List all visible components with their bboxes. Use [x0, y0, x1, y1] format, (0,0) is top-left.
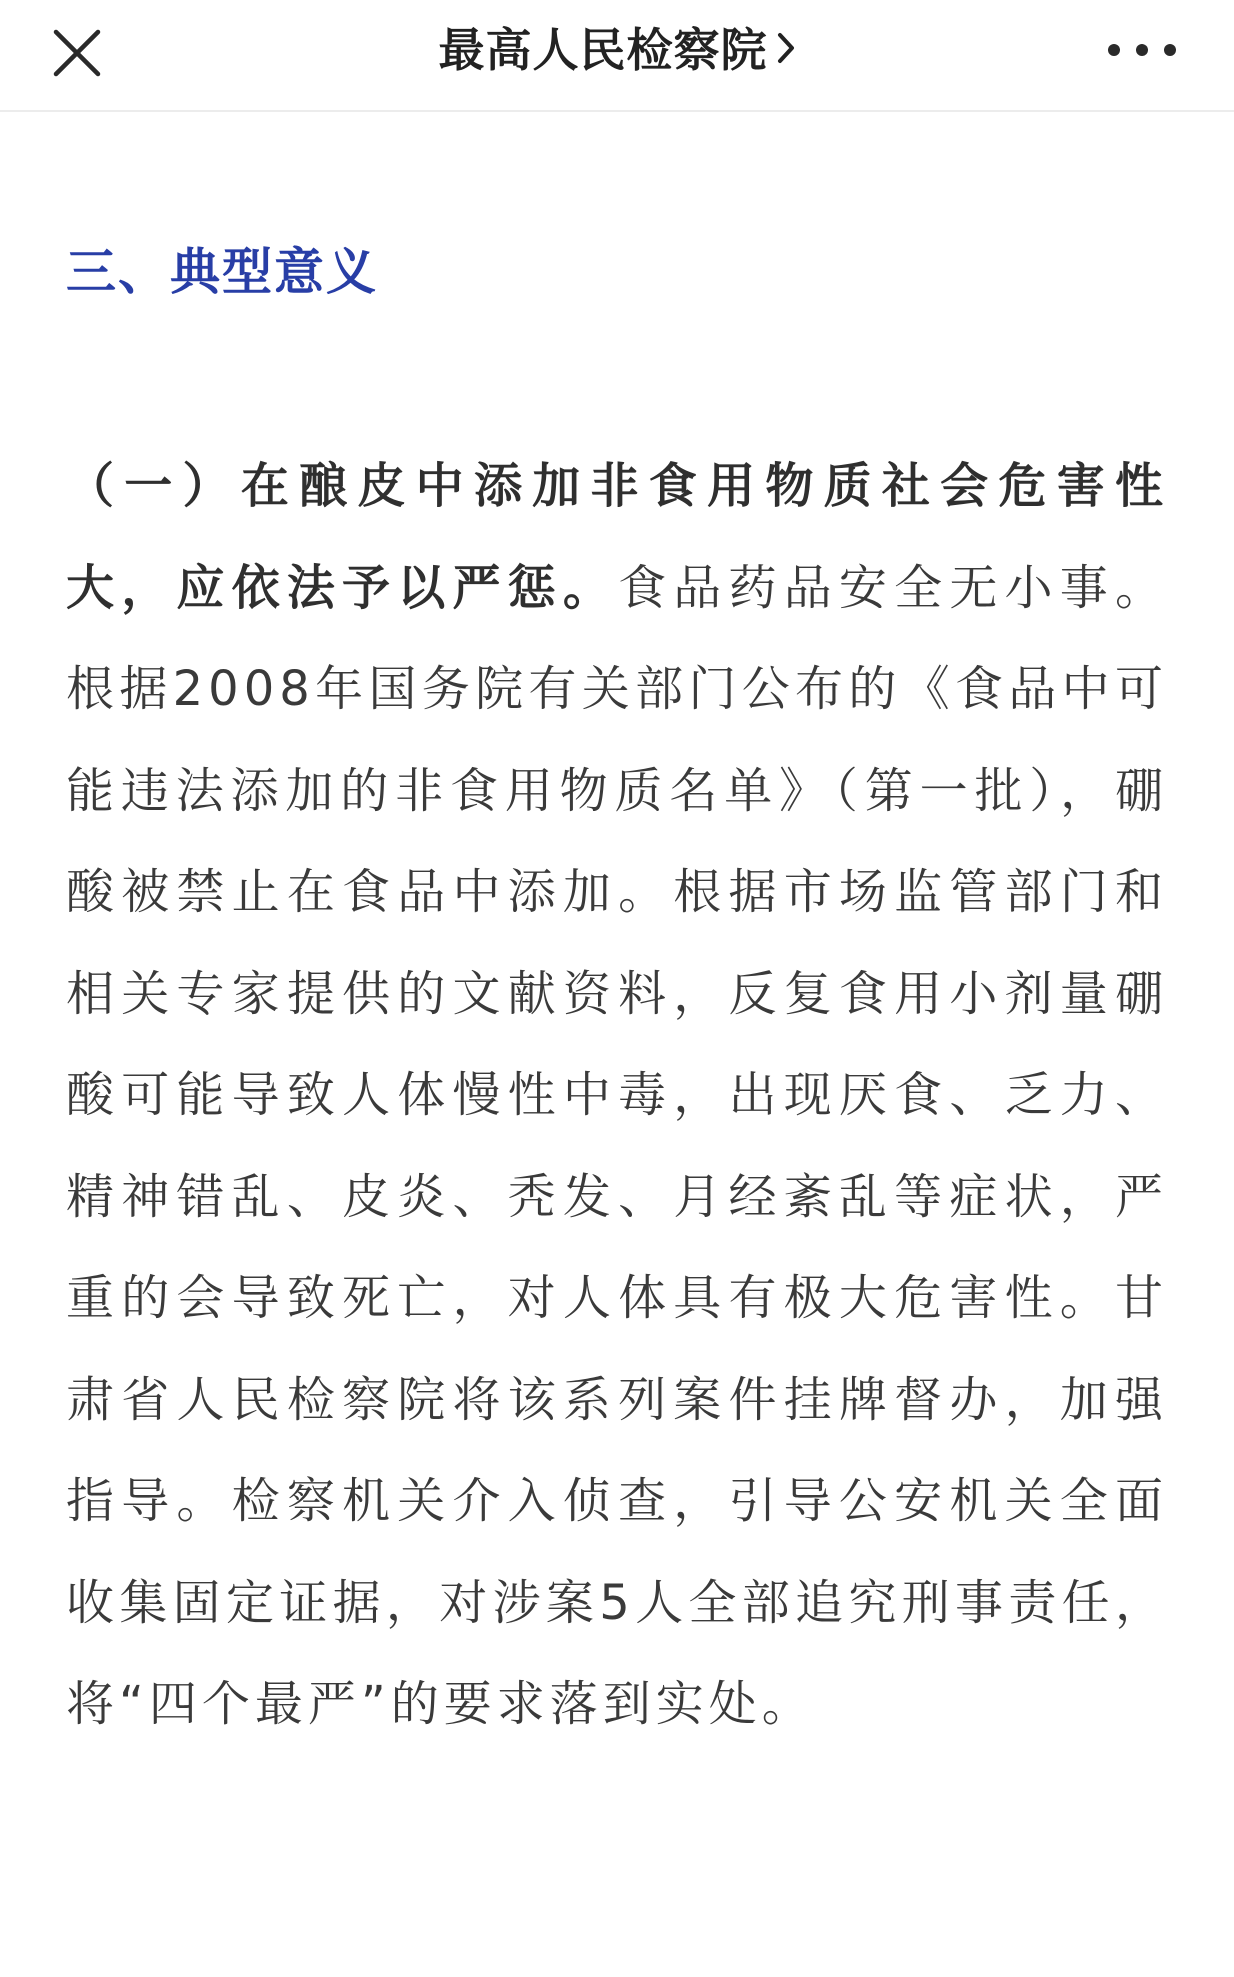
- chevron-right-icon: [776, 17, 796, 81]
- article-paragraph: [66, 436, 1168, 1756]
- paragraph-lead-sentence: （一）在酿皮中添加非食用物质社会危害性大，应依法予以严惩。: [66, 458, 1168, 616]
- account-title: 最高人民检察院: [438, 23, 768, 77]
- paragraph-body-text: 食品药品安全无小事。根据2008年国务院有关部门公布的《食品中可能违法添加的非食用物质名单》（第一批），硼酸被禁止在食品中添加。根据市场监管部门和相关专家提供的文献资料，反复食用小剂量硼酸可能导致人体慢性中毒，出现厌食、乏力、精神错乱、皮炎、秃发、月经紊乱等症状，严重的会导致死亡，对人体具有极大危害性。甘肃省人民检察院将该系列案件挂牌督办，加强指导。检察机关介入侦查，引导公安机关全面收集固定证据，对涉案5人全部追究刑事责任，将“四个最严”的要求落到实处。: [66, 559, 1168, 1732]
- more-options-button[interactable]: [1102, 30, 1182, 70]
- account-title-link[interactable]: [0, 18, 1234, 82]
- section-heading: 三、典型意义: [66, 243, 378, 301]
- top-navigation-bar: [0, 0, 1234, 112]
- more-dots-icon: [1102, 30, 1182, 70]
